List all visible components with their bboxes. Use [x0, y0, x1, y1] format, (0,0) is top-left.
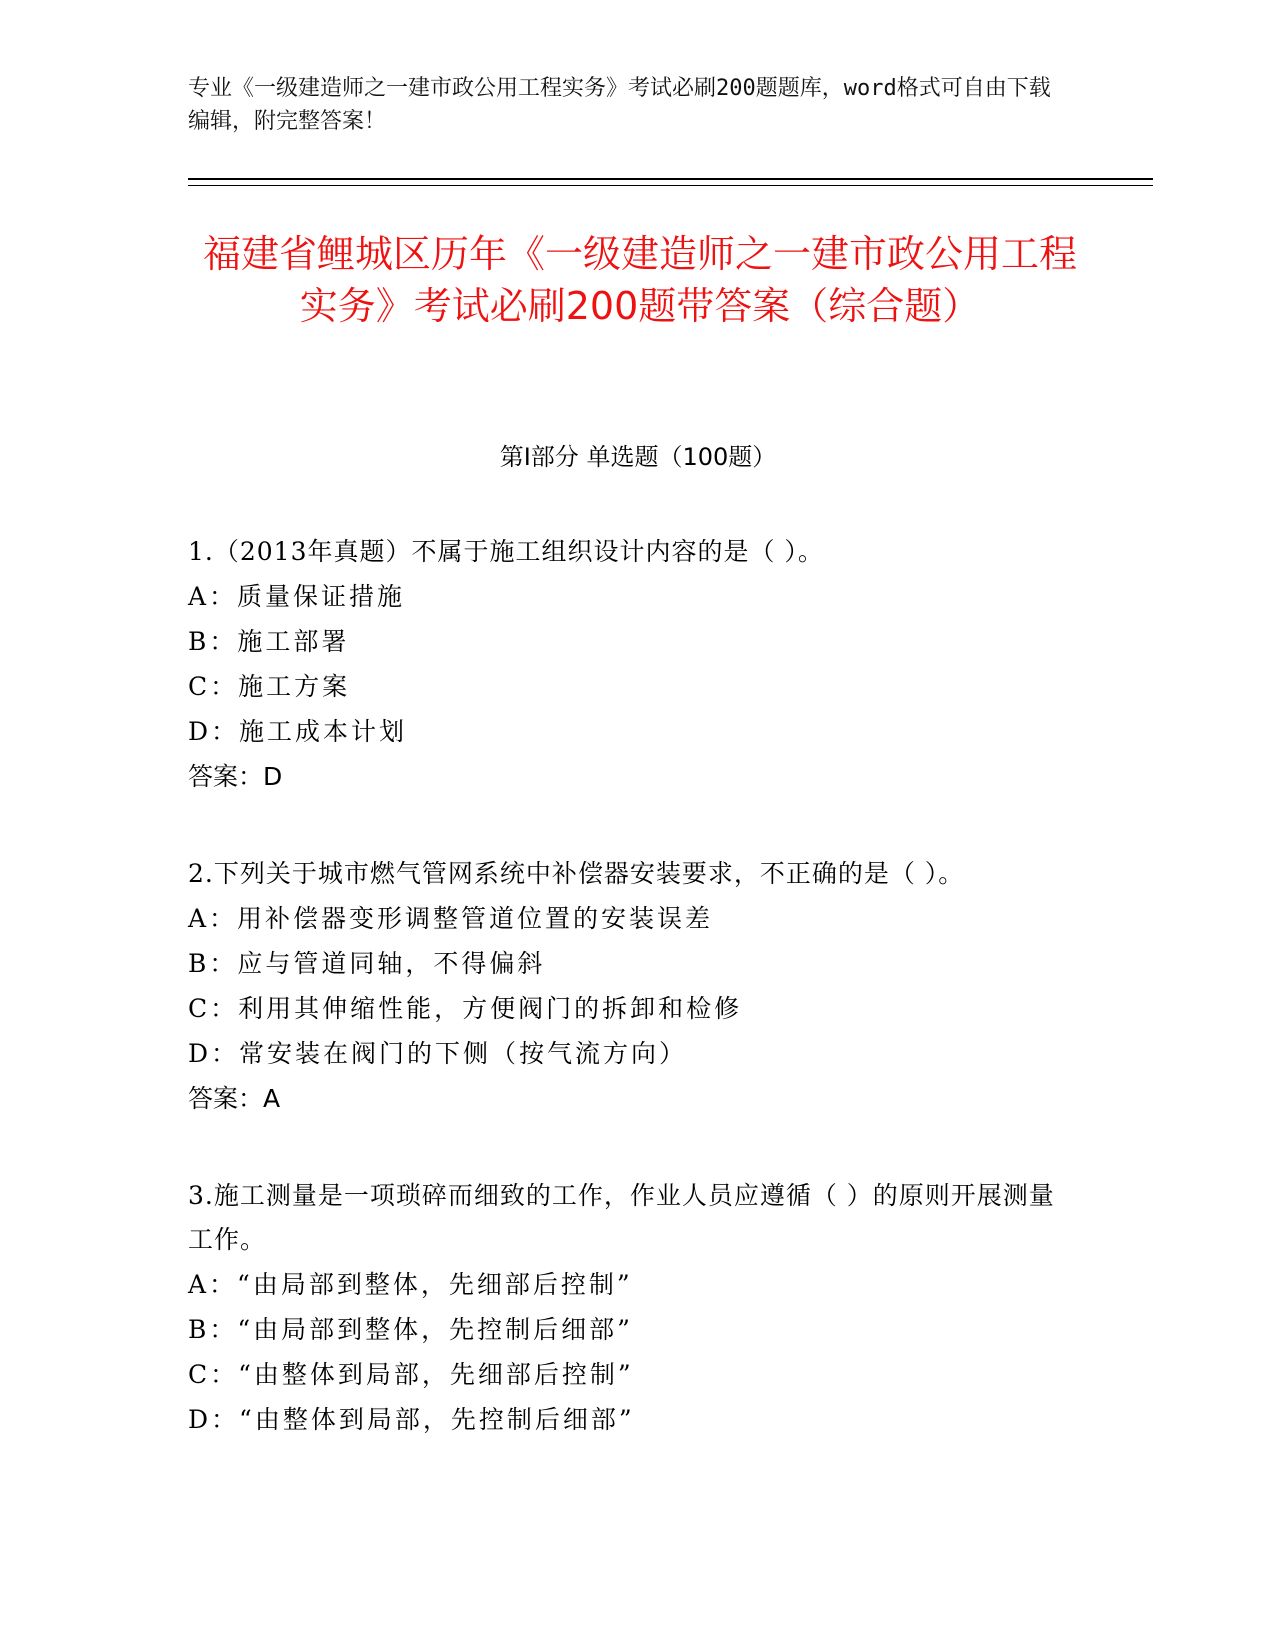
answer-line: [188, 1076, 1068, 1122]
document-title: 福建省鲤城区历年《一级建造师之一建市政公用工程实务》考试必刷200题带答案（综合题）: [202, 232, 1077, 328]
question-list: [188, 530, 1068, 1494]
answer-label: 答案：: [188, 762, 264, 791]
answer-line: [188, 754, 1068, 800]
option-c: C：“由整体到局部，先细部后控制”: [188, 1360, 634, 1389]
option-d: D：常安装在阀门的下侧（按气流方向）: [188, 1039, 688, 1068]
option-a: A：用补偿器变形调整管道位置的安装误差: [188, 904, 714, 933]
question-stem: 2.下列关于城市燃气管网系统中补偿器安装要求，不正确的是（ ）。: [188, 859, 965, 888]
option-c: C：施工方案: [188, 672, 351, 701]
question-stem: 1.（2013年真题）不属于施工组织设计内容的是（ ）。: [188, 537, 824, 566]
option-d: D：“由整体到局部，先控制后细部”: [188, 1405, 635, 1434]
header-note: 专业《一级建造师之一建市政公用工程实务》考试必刷200题题库，word格式可自由下载编辑，附完整答案！: [188, 76, 1051, 134]
header-divider-thick: [188, 178, 1153, 180]
option-b: B：施工部署: [188, 627, 350, 656]
question-2: [188, 852, 1068, 1122]
option-b: B：“由局部到整体，先控制后细部”: [188, 1315, 633, 1344]
option-a: A：质量保证措施: [188, 582, 406, 611]
option-b: B：应与管道同轴，不得偏斜: [188, 949, 546, 978]
question-stem: 3.施工测量是一项琐碎而细致的工作，作业人员应遵循（ ）的原则开展测量工作。: [188, 1181, 1055, 1254]
question-3: [188, 1174, 1068, 1442]
question-1: [188, 530, 1068, 800]
option-c: C：利用其伸缩性能，方便阀门的拆卸和检修: [188, 994, 743, 1023]
answer-value: A: [263, 1084, 281, 1113]
answer-label: 答案：: [188, 1084, 264, 1113]
header-divider-thin: [188, 185, 1153, 186]
section-heading: 第I部分 单选题（100题）: [499, 443, 777, 471]
answer-value: D: [263, 762, 283, 791]
option-a: A：“由局部到整体，先细部后控制”: [188, 1270, 633, 1299]
option-d: D：施工成本计划: [188, 717, 408, 746]
